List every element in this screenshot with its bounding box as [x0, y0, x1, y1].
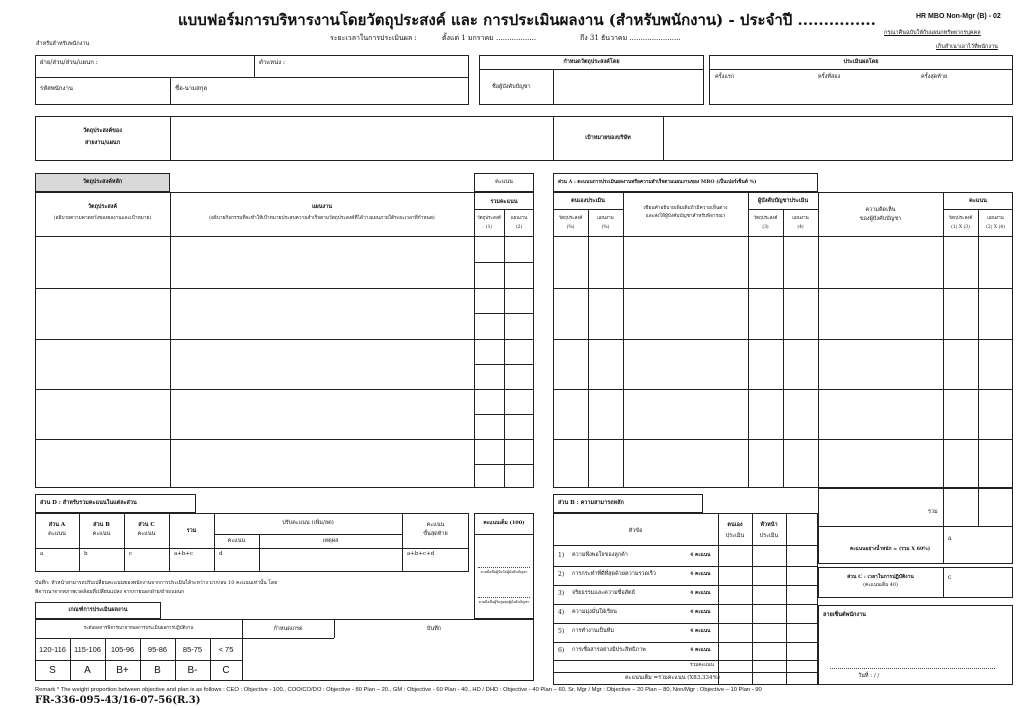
part-b-item-2-label: การกระทำที่ดีที่สุดด้วยความรวดเร็ว	[572, 571, 656, 577]
employee-id-field[interactable]	[95, 84, 165, 96]
supervisor-eval-header: ผู้บังคับบัญชาประเมิน	[757, 198, 809, 204]
objective-col-sub: (อธิบายความคาดหวังของผลงานและเป้าหมาย)	[53, 216, 152, 221]
obj-weight-header: วัตถุประสงค์	[477, 216, 501, 221]
sup-col4: (4)	[797, 225, 804, 230]
comment-header-2: และส่งให้ผู้บังคับบัญชาสำหรับพิจารณา	[645, 214, 726, 219]
plan-weight-header: แผนงาน	[510, 216, 528, 221]
sign-date-label: วันที่ : / /	[858, 673, 880, 679]
objective-2-field[interactable]	[38, 292, 166, 336]
score-calc-1: (1) X (3)	[951, 225, 970, 230]
part-d-note-2: พิจารณาจากสภาพเวดล้อมที่เปลี่ยนแปลง จากภายนอกฝ่าย/ฝ่าย/แผนก	[35, 589, 185, 595]
range-b: 95-86	[147, 645, 168, 654]
range-b-minus: 85-75	[182, 645, 203, 654]
self-eval-header: ตนเองประเมิน	[571, 198, 605, 204]
dept-objective-field[interactable]	[175, 122, 545, 156]
footer-remark: Remark * The weight proportion between objective and plan is as follows : CEO : Objective - 100., COO/CO/DO : Objective - 80 Plan – 20., GM : Objective - 60 Plan - 40., HD / DHD : Objective - 40 Plan – 60, Sr. Mgr / Mgr : Objective – 20 Plan – 80, Non/Mgr : Objective – 10 Plan - 90	[35, 687, 762, 693]
sign-employee-label: ลายมือชื่อผู้รับนักผู้บังคับบัญชา	[480, 570, 528, 574]
part-d-c-value: c	[129, 551, 133, 557]
part-b-item-3-no: 3)	[558, 590, 565, 597]
supervisor-name-label: ชื่อผู้บังคับบัญชา	[492, 84, 531, 90]
part-b-item-1-score: 4 คะแนน	[690, 552, 711, 558]
total-score-header: รวมคะแนน	[490, 199, 518, 205]
col1-header: (1)	[485, 225, 493, 230]
part-b-self-header-2: ประเมิน	[725, 533, 745, 539]
sign-supervisor-label: ลายมือชื่อผู้รับสูงสุดผู้บังคับบัญชา	[478, 600, 530, 604]
score-plan: แผนงาน	[987, 216, 1004, 221]
position-field[interactable]	[292, 58, 462, 70]
self-plan-pct-unit: (%)	[601, 225, 610, 230]
part-b-item-4-label: ความมุ่งมั่นใฝ่เรียน	[572, 609, 617, 615]
part-b-item-6-no: 6)	[558, 647, 565, 654]
part-b-head-header: หัวหน้า	[760, 522, 778, 528]
part-b-head-header-2: ประเมิน	[759, 533, 779, 539]
part-c-sub-label: (คะแนนเต็ม 40)	[863, 583, 898, 588]
for-employee-label: สำหรับสำหรับพนักงาน	[36, 41, 90, 47]
part-d-abc-value: a+b+c	[174, 551, 194, 557]
plan-col-header: แผนงาน	[311, 204, 333, 210]
part-b-total-label: รวมคะแนน	[690, 663, 714, 668]
dept-objective-label-2: สายงาน/แผนก	[84, 140, 121, 146]
position-label: ตำแหน่ง :	[259, 59, 286, 66]
part-d-reason: เหตุผล	[322, 538, 339, 544]
eval-second-label: ครั้งที่สอง	[818, 74, 841, 80]
part-d-b-header: ส่วน B	[93, 522, 110, 528]
self-obj-pct: วัตถุประสงค์	[558, 216, 583, 221]
part-b-item-2-score: 4 คะแนน	[690, 571, 711, 577]
part-c-label: ส่วน C : เวลาในการปฏิบัติงาน	[847, 574, 914, 580]
summary-a-value: a	[948, 535, 952, 542]
main-objective-label: วัตถุประสงค์หลัก	[82, 179, 123, 185]
period-from: ตั้งแต่ 1 มกราคม ..................	[442, 34, 537, 42]
part-d-title: ส่วน D : สำหรับรวมคะแนนในแต่ละส่วน	[40, 500, 137, 506]
period-label: ระยะเวลาในการประเมินผล :	[330, 34, 417, 42]
part-d-b-value: b	[84, 551, 88, 557]
objective-5-field[interactable]	[38, 443, 166, 485]
part-b-item-1-label: ความพึงพอใจของลูกค้า	[572, 552, 628, 558]
part-d-a-score: คะแนน	[48, 531, 66, 537]
part-b-item-4-no: 4)	[558, 609, 565, 616]
doc-code: FR-336-095-43/16-07-56(R.3)	[35, 695, 201, 706]
part-a-title: ส่วน A : ตะแนนการประเมินผลงานหรือความสำเร็จตามแผนงานของ MBO (เป็นเปอร์เซ็นต์ %)	[558, 179, 757, 185]
part-d-adjust-score: คะแนน	[227, 538, 246, 544]
part-b-self-header: ตนเอง	[727, 522, 743, 528]
summary-weighted-label: คะแนนอย่างน้ำหนัก = (รวม X 60%)	[850, 546, 931, 552]
range-c: < 75	[218, 645, 234, 654]
grade-b-minus: B-	[187, 665, 198, 676]
score-obj: วัตถุประสงค์	[948, 216, 973, 221]
objective-setter-label: กำหนดวัตถุประสงค์โดย	[563, 59, 620, 65]
plan-3-field[interactable]	[174, 343, 470, 387]
eval-final-label: ครั้งสุดท้าย	[921, 74, 948, 80]
part-d-final-2: ขั้นสุดท้าย	[423, 531, 448, 537]
range-s: 120-116	[39, 645, 66, 654]
plan-1-field[interactable]	[174, 240, 470, 284]
plan-4-field[interactable]	[174, 393, 470, 437]
self-plan-pct: แผนงาน	[597, 216, 614, 221]
part-b-item-2-no: 2)	[558, 571, 565, 578]
part-d-c-header: ส่วน C	[138, 522, 155, 528]
weight-header: คะแนน	[495, 179, 513, 185]
part-d-note-1: บันทึก: หัวหน้าสามารถปรับเปลี่ยนคะแนนของพนักงานจากการประเมินได้ระหว่าง บวก/ลบ 10 คะแนนเท่านั้น โดย	[35, 580, 278, 586]
grading-scale-label: ระดับผลการพิจารณาจากผลการประเมินผลการปฏิบัติงาน	[83, 626, 194, 631]
plan-5-field[interactable]	[174, 443, 470, 485]
eval-first-label: ครั้งแรก	[715, 74, 735, 80]
employee-signature-field[interactable]	[830, 630, 995, 664]
part-d-a-header: ส่วน A	[48, 522, 66, 528]
sup-col3: (3)	[762, 225, 769, 230]
grade-set-label: กำหนดเกรด	[273, 626, 303, 632]
part-d-total-header: รวม	[186, 528, 197, 534]
objective-3-field[interactable]	[38, 343, 166, 387]
form-code: HR MBO Non-Mgr (B) - 02	[916, 13, 1001, 20]
sup-obj-pct: วัตถุประสงค์	[753, 216, 778, 221]
part-d-adjust-header: ปรับคะแนน (เพิ่ม/ลด)	[282, 520, 334, 526]
name-label: ชื่อ-นามสกุล	[175, 85, 208, 92]
self-obj-pct-unit: (%)	[566, 225, 575, 230]
part-d-abcd-value: a+b+c+d	[407, 551, 435, 557]
part-d-d-value: d	[219, 551, 223, 557]
objective-col-header: วัตถุประสงค์	[87, 204, 118, 210]
grade-a: A	[84, 665, 91, 676]
form-title: แบบฟอร์มการบริหารงานโดยวัตถุประสงค์ และ การประเมินผลงาน (สำหรับพนักงาน) - ประจำปี ...............	[178, 11, 876, 29]
dept-objective-label-1: วัตถุประสงค์ของ	[83, 128, 122, 134]
part-b-item-5-label: การทำงานเป็นทีม	[572, 628, 615, 634]
range-b-plus: 105-96	[110, 645, 135, 654]
objective-1-field[interactable]	[38, 240, 166, 284]
comment-header-1: เขียนคำอธิบายเพิ่มเติมถ้ามีความเห็นต่าง	[643, 206, 728, 211]
part-b-item-4-score: 4 คะแนน	[690, 609, 711, 615]
part-b-item-3-label: จริยธรรมและความซื่อสัตย์	[572, 590, 635, 596]
grading-note-label: บันทึก	[426, 626, 442, 632]
supervisor-opinion-header-2: ของผู้บังคับบัญชา	[859, 216, 902, 222]
col2-header: (2)	[515, 225, 523, 230]
department-field[interactable]	[110, 58, 250, 70]
part-b-item-1-no: 1)	[558, 552, 565, 559]
copy-instruction: เก็บสำเนาเอาไว้ที่พนักงาน	[936, 44, 998, 50]
part-b-item-5-no: 5)	[558, 628, 565, 635]
part-d-b-score: คะแนน	[92, 531, 111, 537]
department-label: ฝ่าย/ส่วน/ส่วน/แผนก :	[40, 59, 98, 66]
score-header: คะแนน	[969, 198, 987, 204]
part-d-c-score: คะแนน	[137, 531, 156, 537]
company-goal-label: เป้าหมายของบริษัท	[585, 135, 631, 141]
employee-id-label: รหัสพนักงาน	[40, 85, 73, 92]
part-b-item-6-score: 4 คะแนน	[690, 647, 711, 653]
name-field[interactable]	[220, 84, 460, 96]
grade-b-plus: B+	[116, 665, 129, 676]
summary-total-label: รวม	[928, 509, 938, 515]
full-score-label: คะแนนเต็ม (100)	[483, 520, 525, 526]
evaluator-label: ประเมินผลโดย	[843, 59, 879, 65]
part-b-item-6-label: การเชื่อสารอย่างมีประสิทธิภาพ	[572, 647, 646, 653]
part-b-topic-header: หัวข้อ	[628, 528, 643, 534]
return-instruction: กรุณาคืนฉบับให้กับแผนกทรัพยากรบุคคล	[884, 30, 981, 36]
grade-c: C	[222, 665, 230, 676]
supervisor-opinion-header-1: ความคิดเห็น	[865, 207, 896, 213]
employee-sign-label: ลายเซ็นต์พนักงาน	[823, 612, 866, 618]
grade-b: B	[154, 665, 161, 676]
part-b-formula: คะแนนเต็ม =รวมคะแนน (X83.334%)	[625, 675, 720, 681]
range-a: 115-106	[74, 645, 101, 654]
grade-s: S	[49, 665, 56, 676]
period-to: ถึง 31 ธันวาคม .......................	[580, 34, 681, 42]
part-b-item-3-score: 4 คะแนน	[690, 590, 711, 596]
objective-4-field[interactable]	[38, 393, 166, 437]
grading-title: เกณฑ์การประเมินผลงาน	[68, 607, 128, 613]
part-b-item-5-score: 4 คะแนน	[690, 628, 711, 634]
part-d-final-1: คะแนน	[426, 522, 445, 528]
company-goal-field[interactable]	[668, 122, 1008, 156]
summary-c-value: c	[948, 574, 952, 581]
part-d-a-value: a	[40, 551, 44, 557]
plan-col-sub: (อธิบายกิจกรรมที่จะทำให้เป้าหมายประสบความสำเร็จตามวัตถุประสงค์ที่ได้วางแผนภายใต้ระยะเวลาที่กำหนด)	[209, 216, 435, 221]
score-calc-2: (2) X (4)	[986, 225, 1005, 230]
plan-2-field[interactable]	[174, 292, 470, 336]
supervisor-name-field[interactable]	[557, 84, 697, 96]
part-b-title: ส่วน B : ความสามารถหลัก	[558, 500, 624, 506]
sup-plan-pct: แผนงาน	[792, 216, 809, 221]
